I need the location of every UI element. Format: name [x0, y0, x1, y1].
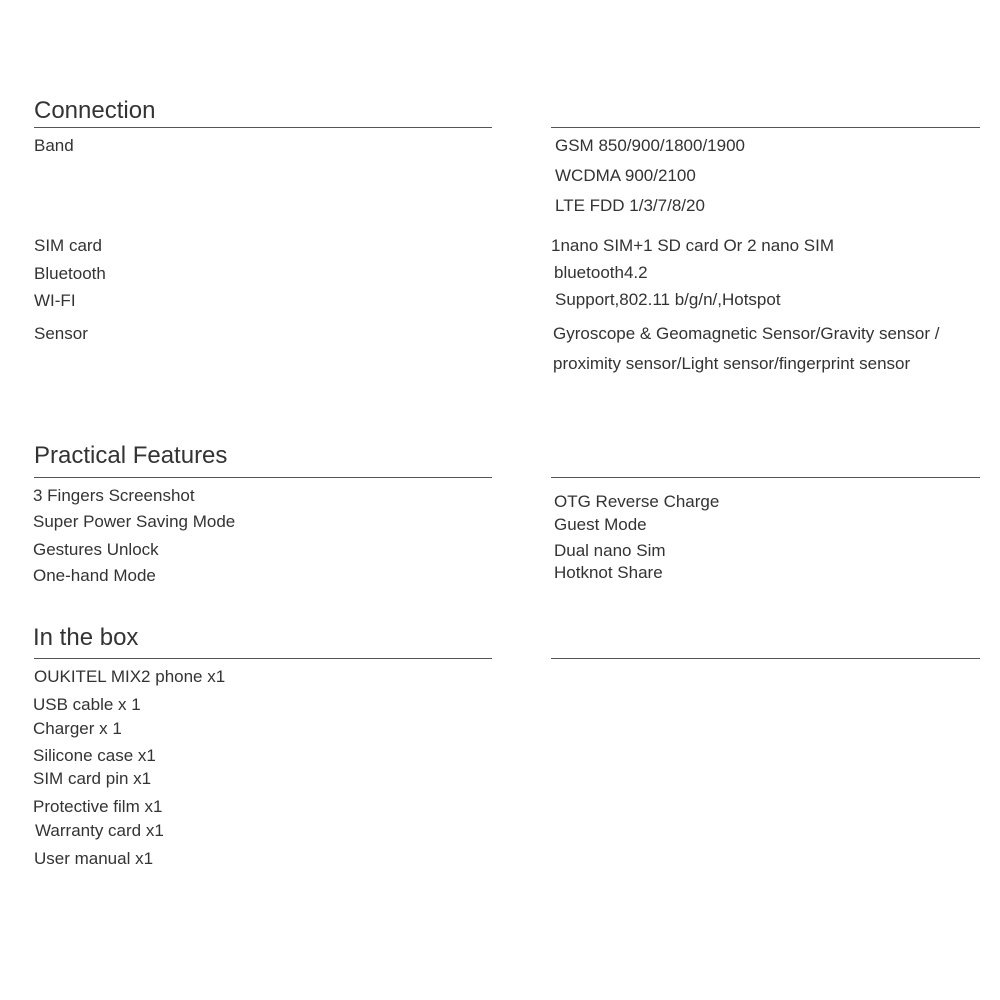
features-divider-right [551, 477, 980, 478]
feature-left-item: One-hand Mode [33, 566, 156, 585]
bluetooth-value: bluetooth4.2 [554, 263, 648, 282]
box-item: User manual x1 [34, 849, 154, 868]
box-item: Warranty card x1 [35, 821, 164, 840]
box-divider-left [34, 658, 492, 659]
box-item: OUKITEL MIX2 phone x1 [34, 667, 226, 686]
connection-heading: Connection [34, 97, 156, 124]
box-item: USB cable x 1 [33, 695, 141, 714]
sensor-label: Sensor [34, 324, 88, 343]
features-divider-left [34, 477, 492, 478]
wifi-value: Support,802.11 b/g/n/,Hotspot [555, 290, 781, 309]
in-the-box-heading: In the box [33, 624, 139, 651]
band-value-lte: LTE FDD 1/3/7/8/20 [555, 196, 705, 215]
feature-left-item: Super Power Saving Mode [33, 512, 236, 531]
sim-label: SIM card [34, 236, 103, 255]
box-item: Silicone case x1 [33, 746, 156, 765]
band-value-wcdma: WCDMA 900/2100 [555, 166, 696, 185]
box-item: SIM card pin x1 [33, 769, 152, 788]
bluetooth-label: Bluetooth [34, 264, 106, 283]
feature-right-item: OTG Reverse Charge [554, 492, 720, 511]
feature-right-item: Guest Mode [554, 515, 647, 534]
connection-divider-right [551, 127, 980, 128]
practical-features-heading: Practical Features [34, 442, 228, 469]
sim-value: 1nano SIM+1 SD card Or 2 nano SIM [551, 236, 835, 255]
connection-divider-left [34, 127, 492, 128]
wifi-label: WI-FI [34, 291, 76, 310]
feature-left-item: 3 Fingers Screenshot [33, 486, 195, 505]
box-item: Charger x 1 [33, 719, 122, 738]
feature-right-item: Dual nano Sim [554, 541, 666, 560]
feature-left-item: Gestures Unlock [33, 540, 159, 559]
band-value-gsm: GSM 850/900/1800/1900 [555, 136, 745, 155]
feature-right-item: Hotknot Share [554, 563, 663, 582]
band-label: Band [34, 136, 74, 155]
sensor-value-line-2: proximity sensor/Light sensor/fingerprint sensor [553, 354, 911, 373]
sensor-value-line-1: Gyroscope & Geomagnetic Sensor/Gravity sensor / [553, 324, 940, 343]
box-item: Protective film x1 [33, 797, 163, 816]
box-divider-right [551, 658, 980, 659]
